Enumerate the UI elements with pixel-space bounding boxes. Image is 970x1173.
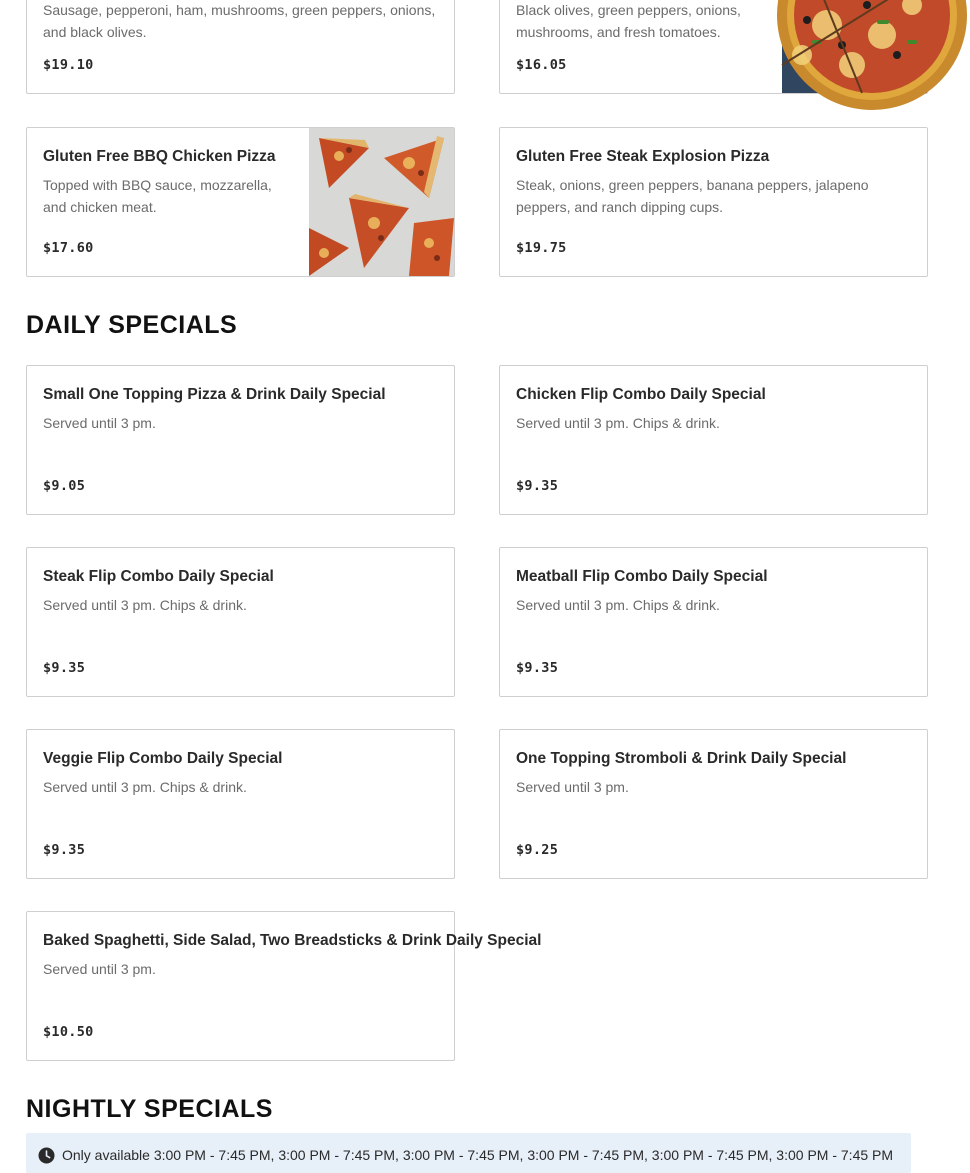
menu-item-content	[43, 0, 438, 93]
menu-item-price: $9.35	[516, 660, 559, 676]
menu-item-price: $19.75	[516, 240, 567, 256]
menu-item-content	[516, 366, 911, 514]
availability-text: Only available 3:00 PM - 7:45 PM, 3:00 PM - 7:45 PM, 3:00 PM - 7:45 PM, 3:00 PM - 7:45 PM, 3:00 PM - 7:45 PM, 3:00 PM - 7:45 PM	[62, 1147, 894, 1163]
menu-item-content	[43, 366, 438, 514]
menu-item-card[interactable]	[499, 127, 928, 277]
menu-item-description: Served until 3 pm. Chips & drink.	[516, 415, 720, 431]
menu-item-price: $9.35	[43, 842, 86, 858]
menu-item-price: $10.50	[43, 1024, 94, 1040]
menu-item-content	[43, 912, 542, 1060]
menu-item-description: Served until 3 pm. Chips & drink.	[43, 597, 247, 613]
menu-item-card[interactable]	[26, 0, 455, 94]
menu-item-card[interactable]	[26, 547, 455, 697]
bbq-chicken-pizza-image	[309, 128, 454, 276]
menu-item-content	[516, 128, 911, 276]
menu-item-card[interactable]	[26, 365, 455, 515]
menu-item-content	[516, 730, 911, 878]
menu-item-content	[516, 548, 911, 696]
menu-item-price: $9.35	[516, 478, 559, 494]
menu-item-description: Topped with BBQ sauce, mozzarella, and chicken meat.	[43, 177, 272, 215]
menu-item-name: Gluten Free Steak Explosion Pizza	[516, 148, 770, 165]
menu-item-name: Steak Flip Combo Daily Special	[43, 568, 274, 585]
menu-item-card[interactable]	[26, 911, 542, 1061]
menu-item-card[interactable]	[26, 127, 455, 277]
menu-item-name: Veggie Flip Combo Daily Special	[43, 750, 283, 767]
menu-item-description: Served until 3 pm.	[43, 415, 156, 431]
menu-item-card[interactable]	[26, 729, 455, 879]
menu-item-name: Baked Spaghetti, Side Salad, Two Breadsticks & Drink Daily Special	[43, 932, 542, 949]
menu-item-description: Served until 3 pm.	[516, 779, 629, 795]
section-title-nightly-specials: NIGHTLY SPECIALS	[26, 1095, 273, 1123]
menu-item-description: Served until 3 pm. Chips & drink.	[516, 597, 720, 613]
menu-item-description: Black olives, green peppers, onions, mushrooms, and fresh tomatoes.	[516, 2, 741, 40]
menu-item-description: Served until 3 pm. Chips & drink.	[43, 779, 247, 795]
menu-item-description: Steak, onions, green peppers, banana peppers, jalapeno peppers, and ranch dipping cups.	[516, 177, 869, 215]
menu-item-content	[43, 128, 294, 276]
menu-item-description: Served until 3 pm.	[43, 961, 156, 977]
menu-item-name: Gluten Free BBQ Chicken Pizza	[43, 148, 276, 165]
menu-item-price: $9.05	[43, 478, 86, 494]
menu-item-name: Small One Topping Pizza & Drink Daily Special	[43, 386, 386, 403]
menu-item-price: $17.60	[43, 240, 94, 256]
menu-item-price: $19.10	[43, 57, 94, 73]
menu-item-name: Meatball Flip Combo Daily Special	[516, 568, 768, 585]
menu-item-content	[43, 548, 438, 696]
menu-item-card[interactable]	[499, 0, 928, 94]
menu-item-name: Chicken Flip Combo Daily Special	[516, 386, 766, 403]
menu-item-card[interactable]	[499, 729, 928, 879]
menu-item-content	[43, 730, 438, 878]
menu-item-content	[516, 0, 767, 93]
clock-icon	[38, 1147, 55, 1164]
menu-item-card[interactable]	[499, 365, 928, 515]
availability-banner	[26, 1133, 911, 1173]
menu-item-description: Sausage, pepperoni, ham, mushrooms, green peppers, onions, and black olives.	[43, 2, 436, 40]
menu-item-price: $9.25	[516, 842, 559, 858]
veggie-pizza-image	[782, 0, 927, 93]
menu-item-card[interactable]	[499, 547, 928, 697]
menu-item-price: $9.35	[43, 660, 86, 676]
menu-item-price: $16.05	[516, 57, 567, 73]
menu-item-name: One Topping Stromboli & Drink Daily Special	[516, 750, 847, 767]
section-title-daily-specials: DAILY SPECIALS	[26, 311, 238, 339]
